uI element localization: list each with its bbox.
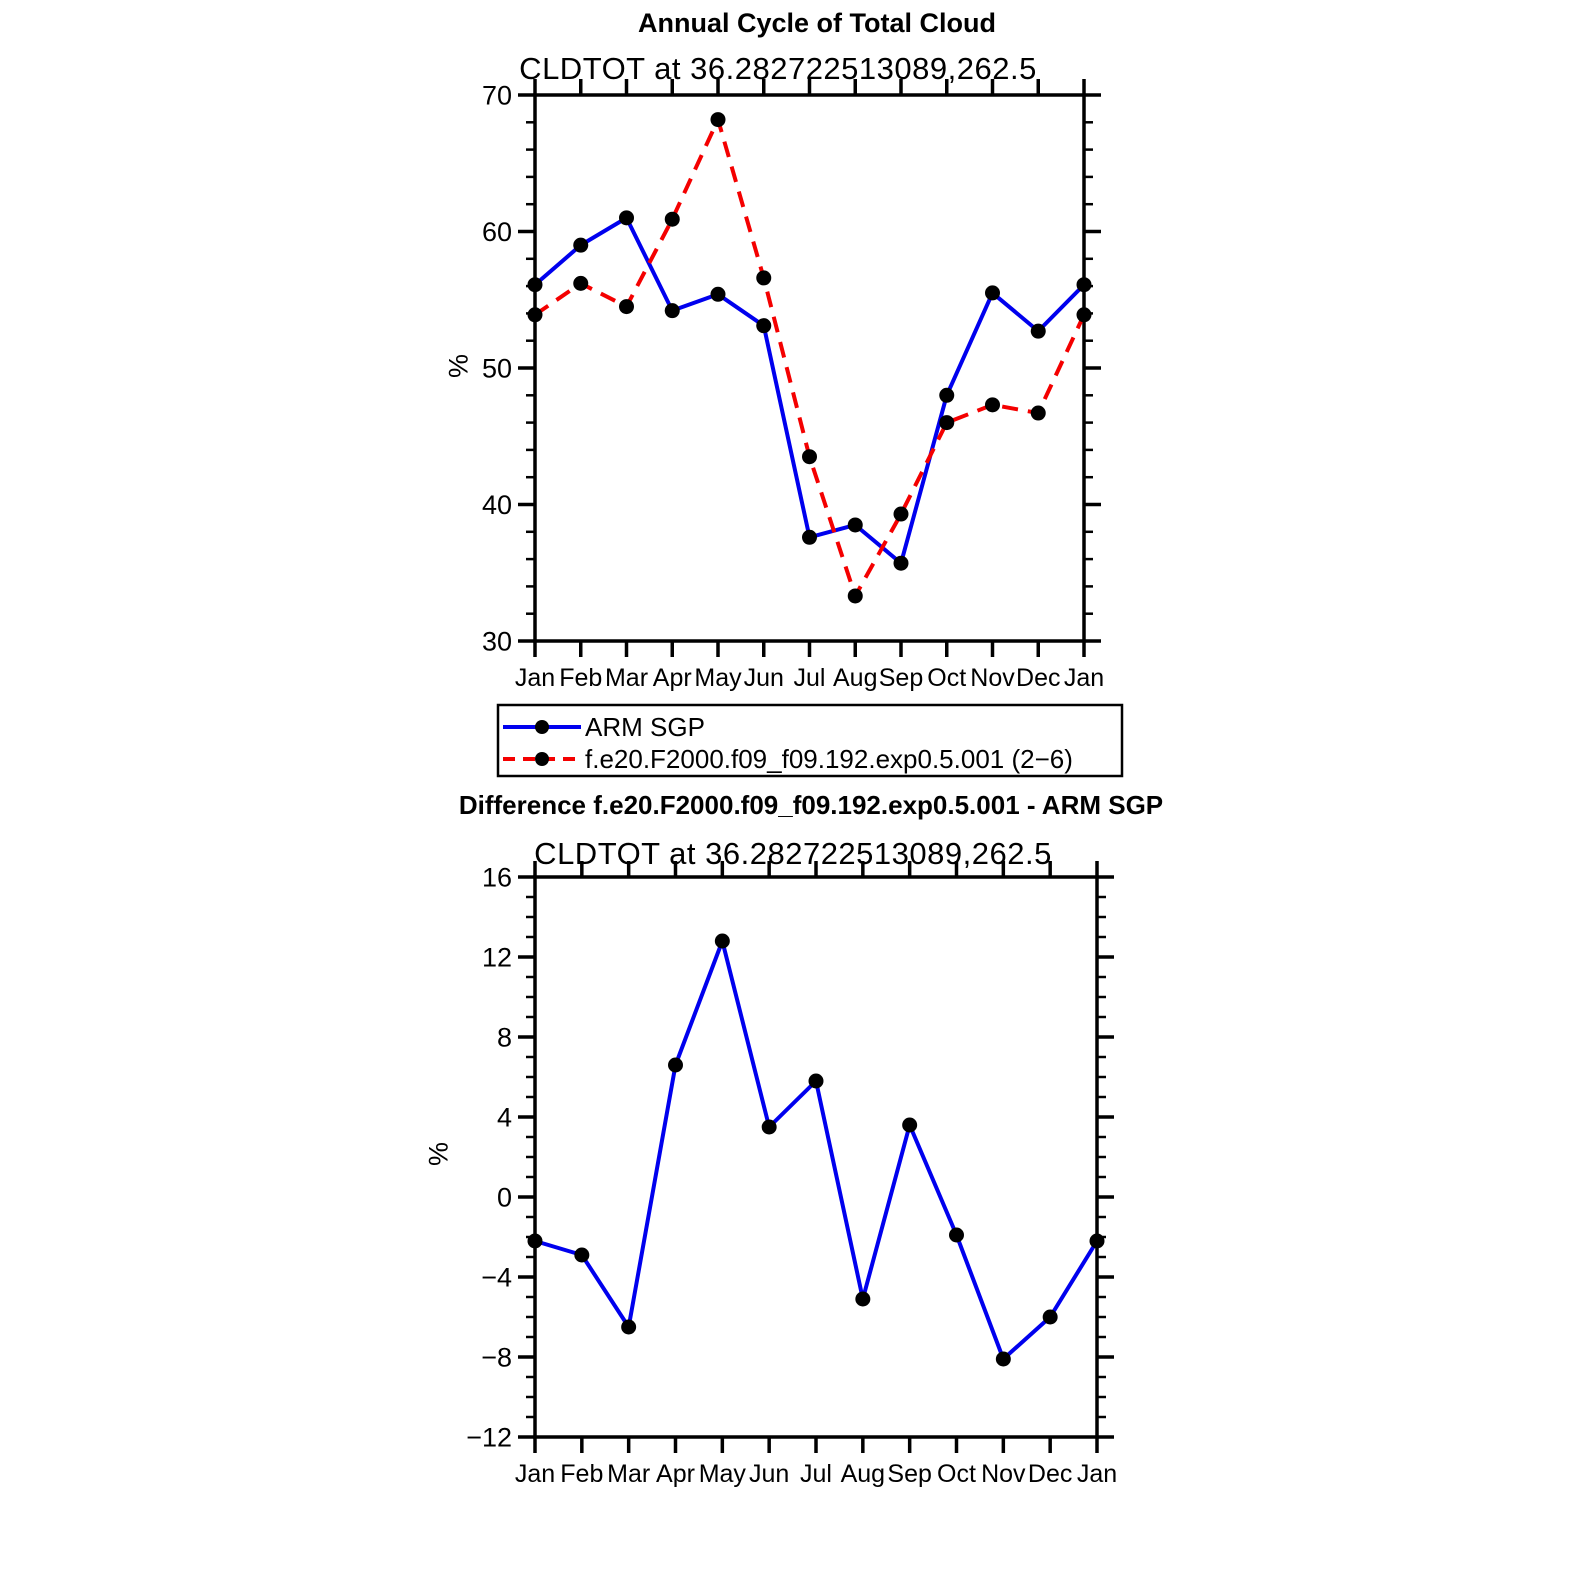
data-point-marker [939, 388, 954, 403]
data-point-marker [902, 1118, 917, 1133]
legend-label: ARM SGP [585, 712, 705, 742]
data-point-marker [1077, 277, 1092, 292]
data-point-marker [949, 1228, 964, 1243]
data-point-marker [802, 530, 817, 545]
chart1-y-axis-label: % [443, 353, 474, 379]
x-tick-label: Nov [981, 1460, 1026, 1488]
x-tick-label: Dec [1027, 1460, 1073, 1488]
x-tick-label: Jun [743, 664, 784, 692]
data-point-marker [528, 277, 543, 292]
data-point-marker [1077, 307, 1092, 322]
data-point-marker [848, 517, 863, 532]
x-tick-label: May [698, 1460, 746, 1488]
data-point-marker [528, 1234, 543, 1249]
data-point-marker [665, 303, 680, 318]
x-tick-label: Nov [970, 664, 1015, 692]
x-tick-label: Dec [1016, 664, 1061, 692]
x-tick-label: Oct [927, 664, 967, 692]
x-tick-label: Jul [800, 1460, 832, 1488]
x-tick-label: Jan [1076, 1460, 1118, 1488]
x-tick-label: Apr [656, 1460, 695, 1488]
data-point-marker [1090, 1234, 1105, 1249]
data-point-marker [985, 285, 1000, 300]
legend-swatch-marker [535, 720, 549, 734]
x-tick-label: Aug [840, 1460, 886, 1488]
y-tick-label: 50 [481, 353, 512, 384]
data-point-marker [1031, 324, 1046, 339]
data-point-marker [809, 1074, 824, 1089]
data-point-marker [894, 556, 909, 571]
data-point-marker [621, 1320, 636, 1335]
chart2-y-axis-label: % [423, 1141, 454, 1167]
data-point-marker [619, 210, 634, 225]
data-point-marker [711, 287, 726, 302]
legend-label: f.e20.F2000.f09_f09.192.exp0.5.001 (2−6) [585, 744, 1073, 774]
y-tick-label: −8 [481, 1342, 512, 1373]
data-point-marker [619, 299, 634, 314]
x-tick-label: Mar [604, 664, 649, 692]
x-tick-label: Jun [749, 1460, 790, 1488]
y-tick-label: 70 [481, 80, 512, 111]
data-point-marker [894, 507, 909, 522]
y-tick-label: 30 [481, 626, 512, 657]
data-point-marker [668, 1058, 683, 1073]
x-tick-label: Feb [559, 664, 603, 692]
x-tick-label: Mar [607, 1460, 651, 1488]
x-tick-label: Jan [514, 664, 556, 692]
plot-border [535, 95, 1084, 641]
data-point-marker [711, 112, 726, 127]
chart1-title: Annual Cycle of Total Cloud [637, 8, 997, 38]
x-tick-label: May [694, 664, 742, 692]
y-tick-label: 4 [496, 1102, 512, 1133]
y-tick-label: 0 [496, 1182, 512, 1213]
x-tick-label: Feb [560, 1460, 604, 1488]
data-point-marker [573, 238, 588, 253]
data-point-marker [855, 1292, 870, 1307]
x-tick-label: Apr [652, 664, 692, 692]
x-tick-label: Aug [833, 664, 878, 692]
x-tick-label: Jan [1063, 664, 1105, 692]
x-tick-label: Jan [514, 1460, 556, 1488]
data-point-marker [665, 212, 680, 227]
data-point-marker [985, 397, 1000, 412]
data-point-marker [1043, 1310, 1058, 1325]
data-point-marker [1031, 406, 1046, 421]
x-tick-label: Oct [937, 1460, 976, 1488]
chart1-subtitle: CLDTOT at 36.282722513089,262.5 [519, 51, 1037, 86]
x-tick-label: Jul [793, 664, 826, 692]
chart2-title: Difference f.e20.F2000.f09_f09.192.exp0.5.001 - ARM SGP [458, 790, 1164, 820]
data-point-marker [762, 1120, 777, 1135]
legend-swatch-marker [535, 752, 549, 766]
series-line [535, 218, 1084, 563]
y-tick-label: 12 [481, 942, 512, 973]
y-tick-label: 40 [481, 490, 512, 520]
data-point-marker [996, 1352, 1011, 1367]
x-tick-label: Sep [887, 1460, 932, 1488]
data-point-marker [574, 1248, 589, 1263]
data-point-marker [756, 270, 771, 285]
chart2-subtitle: CLDTOT at 36.282722513089,262.5 [534, 836, 1052, 871]
data-point-marker [802, 449, 817, 464]
x-tick-label: Sep [878, 664, 924, 692]
series-line [535, 941, 1097, 1359]
data-point-marker [573, 276, 588, 291]
y-tick-label: 8 [496, 1022, 512, 1053]
data-point-marker [939, 415, 954, 430]
y-tick-label: 60 [481, 217, 512, 247]
y-tick-label: 16 [481, 862, 512, 893]
y-tick-label: −12 [466, 1422, 512, 1453]
data-point-marker [848, 588, 863, 603]
data-point-marker [715, 934, 730, 949]
series-line [535, 120, 1084, 596]
y-tick-label: −4 [481, 1262, 512, 1293]
data-point-marker [528, 307, 543, 322]
data-point-marker [756, 318, 771, 333]
